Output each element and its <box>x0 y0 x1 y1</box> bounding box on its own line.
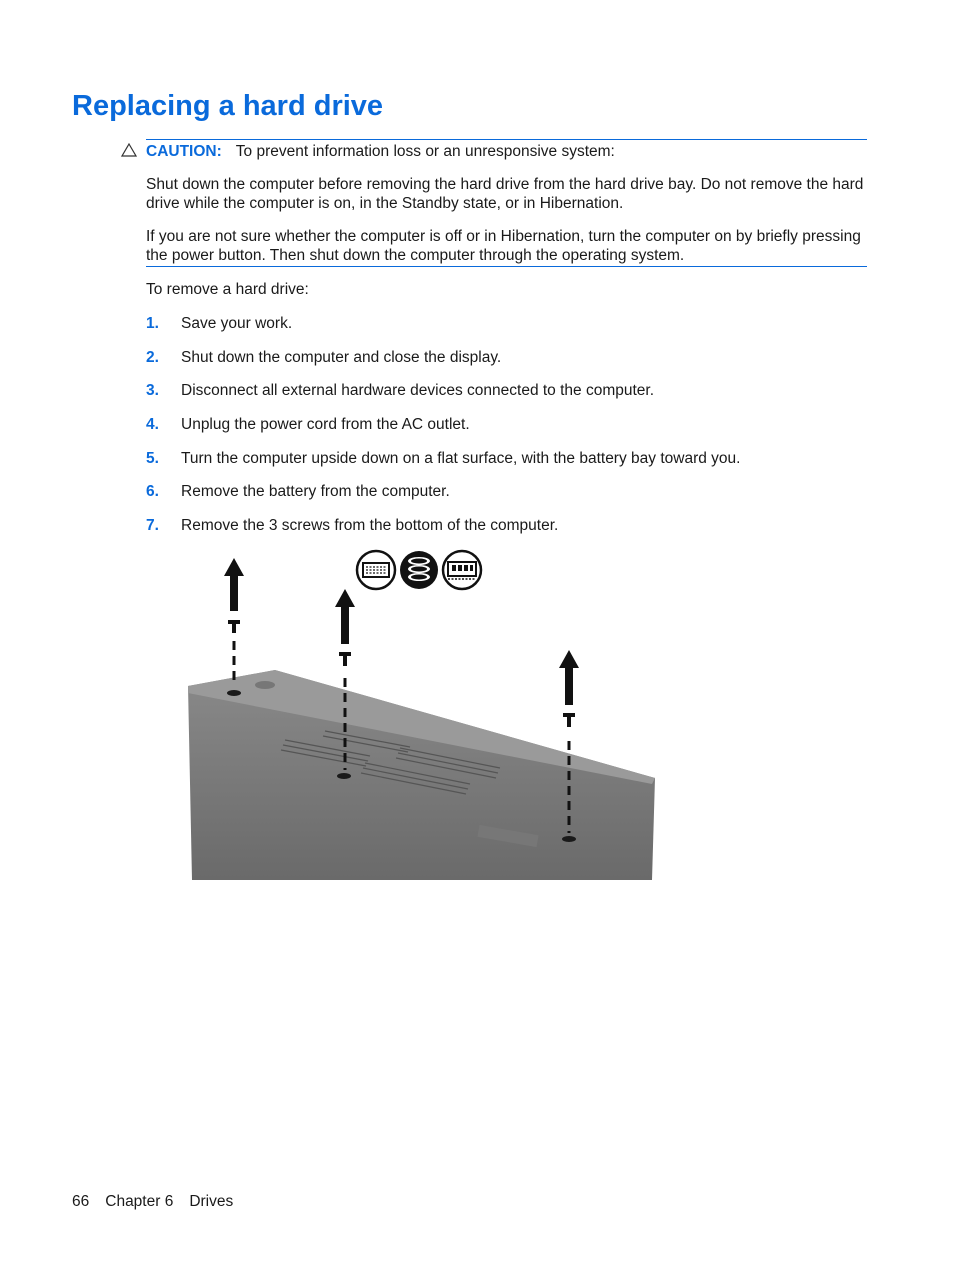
step-text: Turn the computer upside down on a flat surface, with the battery bay toward you. <box>181 449 741 467</box>
caution-label: CAUTION: <box>146 143 222 160</box>
step-text: Shut down the computer and close the display. <box>181 348 502 366</box>
step-number: 3. <box>146 382 159 400</box>
memory-module-icon <box>443 551 481 589</box>
list-item <box>146 348 740 382</box>
list-item <box>146 415 740 449</box>
step-text: Remove the 3 screws from the bottom of the computer. <box>181 517 559 535</box>
list-item <box>146 482 740 516</box>
screw-removal-illustration <box>180 548 670 893</box>
caution-box <box>146 139 867 267</box>
step-text: Disconnect all external hardware devices connected to the computer. <box>181 382 655 400</box>
step-number: 4. <box>146 416 159 434</box>
step-text: Unplug the power cord from the AC outlet. <box>181 416 470 434</box>
step-number: 2. <box>146 348 159 366</box>
step-number: 5. <box>146 449 159 467</box>
intro-text: To remove a hard drive: <box>146 281 309 298</box>
list-item <box>146 449 740 483</box>
page-title: Replacing a hard drive <box>72 90 384 122</box>
step-number: 1. <box>146 315 159 332</box>
page-footer <box>72 1193 249 1211</box>
step-text: Remove the battery from the computer. <box>181 483 450 501</box>
list-item <box>146 516 740 550</box>
keyboard-icon <box>357 551 395 589</box>
caution-paragraph: Shut down the computer before removing the hard drive from the hard drive bay. Do not remove the hard drive while the computer is on, in the Standby state, or in Hibernation. <box>146 176 864 212</box>
screw-arrow <box>224 558 244 686</box>
caution-lead-text: To prevent information loss or an unresponsive system: <box>235 143 615 160</box>
caution-triangle-icon <box>121 143 137 157</box>
caution-paragraph: If you are not sure whether the computer is off or in Hibernation, turn the computer on by briefly pressing the power button. Then shut down the computer through the operating system. <box>146 228 861 264</box>
page-number: 66 <box>72 1193 90 1210</box>
step-number: 6. <box>146 483 159 501</box>
chapter-label: Chapter 6 <box>105 1193 174 1210</box>
step-number: 7. <box>146 517 159 535</box>
section-label: Drives <box>189 1193 234 1210</box>
hard-drive-icon <box>400 551 438 589</box>
caution-lead <box>146 142 867 161</box>
step-text: Save your work. <box>181 315 293 332</box>
list-item <box>146 314 740 348</box>
list-item <box>146 381 740 415</box>
steps-list <box>146 314 740 550</box>
